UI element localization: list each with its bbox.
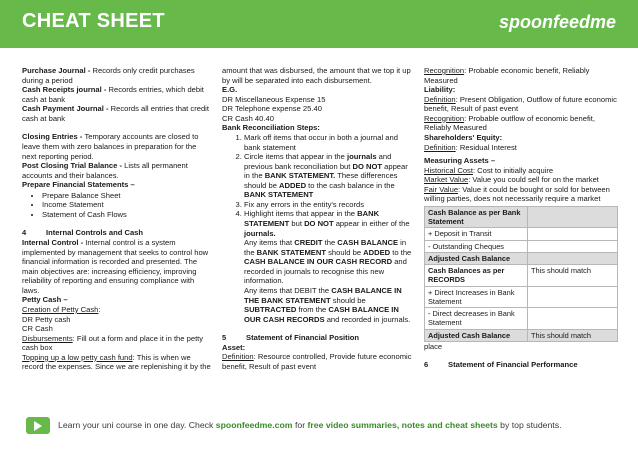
creation-of-petty-cash: Creation of Petty Cash: bbox=[22, 304, 101, 314]
disbursement-note: amount that was disbursed, the amount that we top it up by will be separated into each disbursement. bbox=[222, 66, 411, 85]
equity-heading: Shareholders' Equity: bbox=[424, 132, 503, 142]
purchase-journal: Purchase Journal - Records only credit purchases during a period bbox=[22, 66, 195, 85]
asset-recognition: Recognition: Probable economic benefit, Reliably Measured bbox=[424, 66, 590, 85]
list-item: • Income Statement bbox=[42, 200, 212, 210]
disbursements: Disbursements: Fill out a form and place it in the petty cash box bbox=[22, 333, 204, 353]
petty-dr: DR Petty cash bbox=[22, 314, 71, 324]
brand-logo[interactable]: spoonfeedme bbox=[498, 12, 616, 32]
example-line: DR Telephone expense 25.40 bbox=[222, 104, 322, 114]
section-6-heading: 6 Statement of Financial Performance bbox=[424, 360, 578, 370]
table-row: + Deposit in Transit bbox=[425, 228, 618, 240]
liability-definition: Definition: Present Obligation, Outflow of future economic benefit, Result of past event bbox=[424, 94, 617, 114]
example-label: E.G. bbox=[222, 85, 238, 95]
header-bar bbox=[0, 0, 638, 48]
prepare-statements-heading: Prepare Financial Statements – bbox=[22, 180, 135, 190]
cash-payment-journal: Cash Payment Journal - Records all entries that credit cash at bank bbox=[22, 104, 209, 123]
statements-list bbox=[22, 191, 212, 220]
table-row: Adjusted Cash Balance This should match bbox=[425, 329, 618, 341]
liability-heading: Liability: bbox=[424, 85, 456, 95]
internal-control: Internal Control - Internal control is a system implemented by management that seeks to control how financial information is recorded and presented. The main objectives are: increasing efficiency, improving reliability of reporting and ensuring compliance with laws. bbox=[22, 238, 209, 295]
video-play-icon bbox=[26, 417, 50, 434]
column-right bbox=[424, 66, 620, 370]
column-left bbox=[22, 66, 212, 372]
place-text: place bbox=[424, 341, 443, 351]
section-5-heading: 5 Statement of Financial Position bbox=[222, 333, 360, 343]
asset-definition: Definition: Resource controlled, Provide future economic benefit, Result of past event bbox=[222, 352, 412, 371]
table-row: - Outstanding Cheques bbox=[425, 240, 618, 252]
credit-items-paragraph: Any items that CREDIT the CASH BALANCE in the BANK STATEMENT should be ADDED to the CASH BALANCE IN OUR CASH RECORD and recorded in journals to recognise this new information. bbox=[244, 238, 412, 286]
page-title: CHEAT SHEET bbox=[22, 10, 165, 32]
historical-cost: Historical Cost: Cost to initially acquire bbox=[424, 165, 554, 175]
reconciliation-steps bbox=[222, 133, 414, 238]
step-item: 4. Highlight items that appear in the BANK STATEMENT but DO NOT appear in either of the journals. bbox=[244, 209, 414, 238]
footer-text: Learn your uni course in one day. Check spoonfeedme.com for free video summaries, notes and cheat sheets by top students. bbox=[58, 420, 562, 430]
step-item: 2. Circle items that appear in the journals and previous bank reconciliation but DO NOT appear in the BANK STATEMENT. These differences should be ADDED to the cash balance in the BANK STATEMENT bbox=[244, 152, 414, 200]
petty-cash-heading: Petty Cash – bbox=[22, 295, 68, 305]
market-value: Market Value: Value you could sell for on the market bbox=[424, 175, 599, 185]
topping-up: Topping up a low petty cash fund: This is when we record the expenses. Since we are replenishing it by the bbox=[22, 352, 211, 372]
table-row: Adjusted Cash Balance bbox=[425, 252, 618, 264]
debit-items-paragraph: Any items that DEBIT the CASH BALANCE IN THE BANK STATEMENT should be SUBTRACTED from the CASH BALANCE IN OUR CASH RECORDS and recorded in journals. bbox=[244, 285, 411, 324]
fair-value: Fair Value: Value it could be bought or sold for between willing parties, does not necessarily require a market bbox=[424, 184, 610, 204]
table-row: Cash Balances as per RECORDS This should match bbox=[425, 265, 618, 287]
equity-definition: Definition: Residual Interest bbox=[424, 142, 517, 152]
step-item: 3. Fix any errors in the entity's records bbox=[244, 200, 414, 210]
asset-heading: Asset: bbox=[222, 342, 246, 352]
measuring-assets-heading: Measuring Assets – bbox=[424, 156, 496, 166]
example-line: DR Miscellaneous Expense 15 bbox=[222, 94, 326, 104]
table-row: + Direct Increases in Bank Statement bbox=[425, 286, 618, 308]
list-item: • Statement of Cash Flows bbox=[42, 210, 212, 220]
petty-cr: CR Cash bbox=[22, 324, 53, 334]
table-row: Cash Balance as per Bank Statement bbox=[425, 206, 618, 228]
list-item: • Prepare Balance Sheet bbox=[42, 191, 212, 201]
reconciliation-steps-heading: Bank Reconciliation Steps: bbox=[222, 123, 320, 133]
table-row: - Direct decreases in Bank Statement bbox=[425, 308, 618, 330]
footer-banner bbox=[0, 412, 638, 440]
closing-entries: Closing Entries - Temporary accounts are closed to leave them with zero balances in preparation for the next reporting period. bbox=[22, 132, 199, 161]
reconciliation-table bbox=[424, 206, 618, 342]
post-closing-trial-balance: Post Closing Trial Balance - Lists all permanent accounts and their balances. bbox=[22, 161, 188, 180]
site-link[interactable]: spoonfeedme.com bbox=[215, 420, 293, 430]
column-middle bbox=[222, 66, 414, 371]
example-line: CR Cash 40.40 bbox=[222, 113, 274, 123]
cash-receipts-journal: Cash Receipts journal - Records entries, which debit cash at bank bbox=[22, 85, 204, 104]
section-4-heading: 4 Internal Controls and Cash bbox=[22, 228, 144, 238]
liability-recognition: Recognition: Probable outflow of economic benefit, Reliably Measured bbox=[424, 113, 595, 133]
step-item: 1. Mark off items that occur in both a journal and bank statement bbox=[244, 133, 414, 152]
